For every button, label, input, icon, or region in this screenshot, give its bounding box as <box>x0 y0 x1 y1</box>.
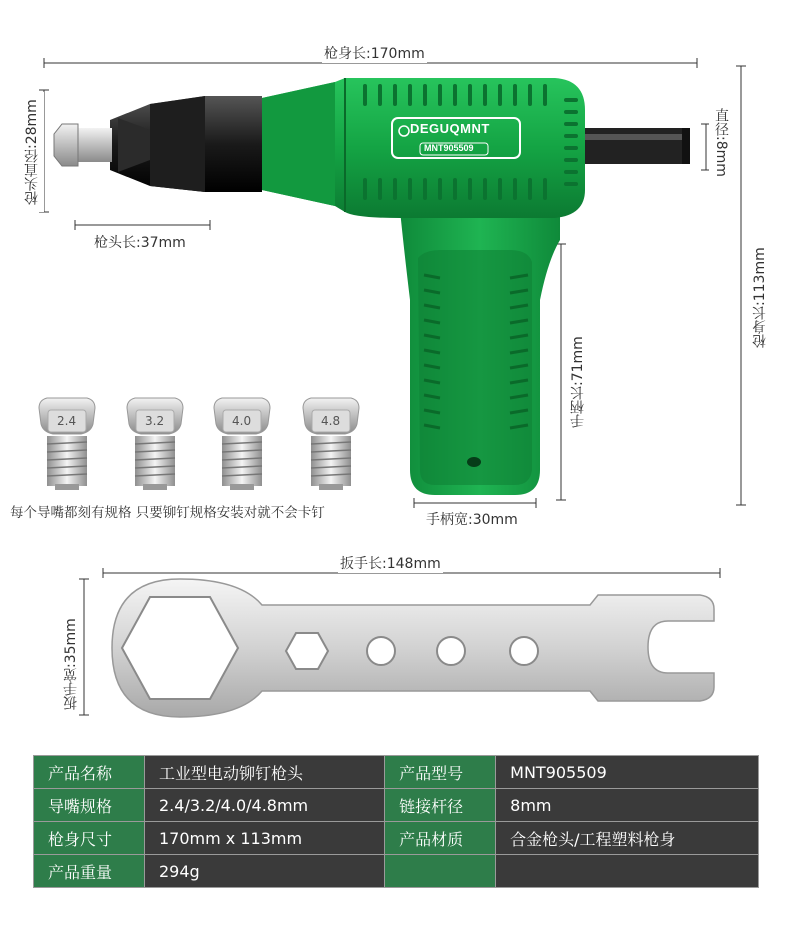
wrench-drawing <box>0 555 790 745</box>
spec-value: 合金枪头/工程塑料枪身 <box>496 822 759 855</box>
spec-key: 产品重量 <box>34 855 145 888</box>
hex-shank <box>575 128 690 164</box>
spec-key <box>385 855 496 888</box>
table-row <box>34 756 759 789</box>
spec-key: 产品名称 <box>34 756 145 789</box>
model-badge: MNT905509 <box>424 143 474 153</box>
wrench-width-label: 扳手宽:35mm <box>59 600 83 710</box>
spec-key: 产品型号 <box>385 756 496 789</box>
spec-key: 链接杆径 <box>385 789 496 822</box>
table-row <box>34 855 759 888</box>
spec-value: MNT905509 <box>496 756 759 789</box>
spec-value: 294g <box>145 855 385 888</box>
nozzle-size-label: 3.2 <box>145 414 165 428</box>
gun-body <box>250 78 585 218</box>
spec-value: 170mm x 113mm <box>145 822 385 855</box>
gun-chuck <box>54 96 262 192</box>
head-diameter-label: 枪头直径:28mm <box>20 92 44 212</box>
spec-table <box>33 755 759 888</box>
gun-length-label: 枪身长:170mm <box>322 43 427 63</box>
table-row <box>34 822 759 855</box>
handle-width-label: 手柄宽:30mm <box>424 509 520 529</box>
wrench-length-label: 扳手长:148mm <box>338 553 443 573</box>
gun-height-label: 枪身长:113mm <box>748 228 772 348</box>
brand-name: DEGUQMNT <box>410 121 490 136</box>
nozzle-size-label: 4.8 <box>321 414 341 428</box>
spec-key: 产品材质 <box>385 822 496 855</box>
table-row <box>34 789 759 822</box>
gun-handle <box>400 210 560 495</box>
nozzle-size-label: 4.0 <box>232 414 252 428</box>
shank-diameter-label: 直径:8mm <box>709 108 733 178</box>
spec-key: 枪身尺寸 <box>34 822 145 855</box>
spec-key: 导嘴规格 <box>34 789 145 822</box>
spec-value: 2.4/3.2/4.0/4.8mm <box>145 789 385 822</box>
head-length-label: 枪头长:37mm <box>92 232 188 252</box>
nozzle-caption: 每个导嘴都刻有规格 只要铆钉规格安装对就不会卡钉 <box>10 505 325 521</box>
handle-length-label: 手柄长:71mm <box>566 318 590 428</box>
nozzle-size-label: 2.4 <box>57 414 77 428</box>
nozzle-set <box>39 398 359 490</box>
spec-value: 工业型电动铆钉枪头 <box>145 756 385 789</box>
spec-value: 8mm <box>496 789 759 822</box>
spec-value <box>496 855 759 888</box>
